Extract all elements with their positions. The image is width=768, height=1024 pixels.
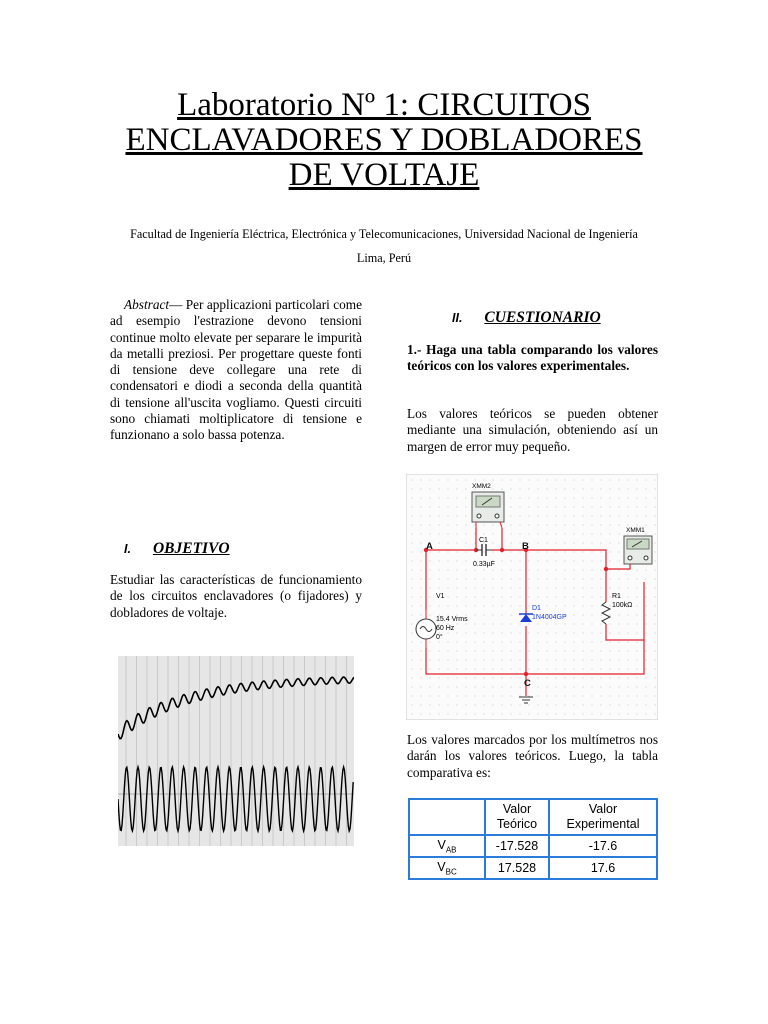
- table-row: [409, 857, 657, 879]
- comparison-table: [408, 798, 658, 880]
- row-label: $V_{AB}$: [409, 835, 485, 857]
- question-1: 1.- Haga una tabla comparando los valores teóricos con los valores experimentales.: [407, 342, 658, 374]
- waveform-figure: [118, 656, 354, 846]
- c1-value: 0.33µF: [473, 561, 495, 568]
- circuit-schematic: [406, 474, 658, 720]
- v1-freq: 60 Hz: [436, 625, 455, 632]
- affiliation: Facultad de Ingeniería Eléctrica, Electrónica y Telecomunicaciones, Universidad Nacional de Ingeniería: [130, 227, 638, 241]
- r1-value: 100kΩ: [612, 602, 633, 609]
- section-name: CUESTIONARIO: [484, 309, 601, 326]
- d1-name: D1: [532, 605, 541, 612]
- r1-name: R1: [612, 593, 621, 600]
- row-teorico: -17.528: [485, 835, 549, 857]
- title-line-3: DE VOLTAJE: [288, 157, 480, 193]
- table-header-experimental: Valor Experimental: [549, 799, 657, 835]
- paragraph-2: Los valores marcados por los multímetros nos darán los valores teóricos. Luego, la tabla comparativa es:: [407, 732, 658, 780]
- abstract-dash: —: [169, 297, 183, 312]
- xmm1-label: XMM1: [626, 527, 645, 534]
- v1-phase: 0°: [436, 634, 443, 641]
- location: Lima, Perú: [356, 251, 412, 265]
- v1-vrms: 15.4 Vrms: [436, 616, 468, 623]
- node-b-label: B: [522, 541, 529, 552]
- table-row: [409, 835, 657, 857]
- abstract: [110, 297, 362, 444]
- section-heading-objetivo: [124, 540, 230, 558]
- objetivo-text: Estudiar las características de funcionamiento de los circuitos enclavadores (o fijadores) y dobladores de voltaje.: [110, 572, 362, 620]
- row-experimental: 17.6: [549, 857, 657, 879]
- v1-name: V1: [436, 593, 445, 600]
- node-c-label: C: [524, 678, 531, 689]
- section-number: I.: [124, 542, 131, 556]
- abstract-label: Abstract: [124, 297, 170, 312]
- table-header-row: [409, 799, 657, 835]
- table-header-teorico: Valor Teórico: [485, 799, 549, 835]
- node-a-label: A: [426, 541, 433, 552]
- section-heading-cuestionario: [452, 309, 601, 327]
- row-experimental: -17.6: [549, 835, 657, 857]
- row-teorico: 17.528: [485, 857, 549, 879]
- c1-name: C1: [479, 537, 488, 544]
- paper-title: [100, 88, 668, 193]
- title-line-2: ENCLAVADORES Y DOBLADORES: [125, 122, 643, 158]
- table-header-empty: [409, 799, 485, 835]
- section-number: II.: [452, 311, 463, 325]
- title-line-1: Laboratorio Nº 1: CIRCUITOS: [177, 87, 591, 123]
- abstract-text: Per applicazioni particolari come ad esempio l'estrazione devono tensioni continue molto elevate per separare le impurità da metalli preziosi. Per progettare queste fonti di tensione deve collegare una rete di condensatori e diodi a seconda della quantità di tensione all'uscita vogliamo. Questi circuiti sono chiamati moltiplicatore di tensione e funzionano a solo bassa potenza.: [110, 297, 362, 443]
- row-label: $V_{BC}$: [409, 857, 485, 879]
- section-name: OBJETIVO: [152, 540, 230, 557]
- paragraph-1: Los valores teóricos se pueden obtener mediante una simulación, obteniendo así un margen de error muy pequeño.: [407, 406, 658, 454]
- d1-part: 1N4004GP: [532, 614, 567, 621]
- xmm2-label: XMM2: [472, 483, 491, 490]
